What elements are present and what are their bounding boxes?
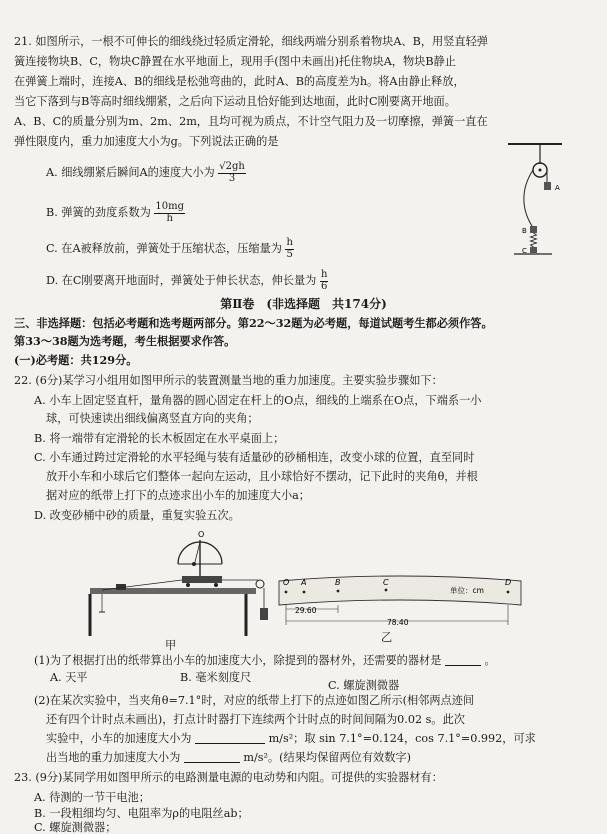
block-a-label: A [555, 184, 560, 192]
sand-bucket-icon [260, 608, 268, 620]
figure-jia-apparatus [82, 528, 272, 648]
slack-string-icon [524, 170, 533, 226]
q22-stem: 22. (6分)某学习小组用如图甲所示的装置测量当地的重力加速度。主要实验步骤如下： [14, 374, 443, 387]
option-c-fraction [285, 238, 293, 260]
q22-sub1 [34, 655, 496, 666]
option-d-denominator: 6 [320, 280, 328, 292]
q22-step-c-3: 据对应的纸带上打下的点迹求出小车的加速度大小a； [46, 489, 310, 502]
q22-step-c-2: 放开小车和小球后它们整体一起向左运动，且小球恰好不摆动，记下此时的夹角θ，并根 [46, 470, 478, 483]
block-b-label: B [522, 227, 527, 235]
section-2-intro-2: 第33～38题为选考题，考生根据要求作答。 [14, 334, 236, 348]
q22-sub1-choice-b[interactable]: B. 毫米刻度尺 [180, 671, 252, 684]
q23-item-b: B. 一段粗细均匀、电阻率为ρ的电阻丝ab； [34, 807, 249, 820]
q21-line-6: 弹性限度内，重力加速度大小为g。下列说法正确的是 [14, 135, 279, 148]
long-board-icon [90, 588, 256, 594]
tape-point-a-label: A [301, 578, 307, 587]
figure-jia-caption: 甲 [165, 639, 177, 652]
option-a-denominator: 3 [228, 172, 236, 184]
tape-point-c-label: C [383, 578, 389, 587]
figure-yi-caption: 乙 [381, 631, 393, 644]
paper-tape-icon [279, 576, 521, 605]
q22-sub2-line-3-tail: m/s²；取 sin 7.1°=0.124，cos 7.1°=0.992，可求 [268, 732, 536, 745]
q22-sub1-answer-blank[interactable] [445, 655, 481, 666]
tape-point-b-label: B [335, 578, 341, 587]
option-a-numerator: √2gh [219, 161, 245, 172]
q22-sub1-choice-a[interactable]: A. 天平 [50, 671, 88, 684]
q21-line-2: 簧连接物块B、C，物块C静置在水平地面上，现用手(图中未画出)托住物块A，物块B静止 [14, 55, 456, 68]
q23-item-a: A. 待测的一节干电池； [34, 791, 150, 804]
option-a-fraction [218, 162, 246, 184]
option-d-numerator: h [320, 269, 328, 280]
block-c-label: C [522, 247, 527, 255]
q22-step-c-1: C. 小车通过跨过定滑轮的水平轻绳与装有适量砂的砂桶相连，改变小球的位置，直至同时 [34, 451, 475, 464]
q22-sub1-end: 。 [484, 654, 496, 667]
q21-option-d[interactable] [46, 270, 328, 292]
option-b-fraction [154, 202, 185, 224]
tape-point-o-label: O [283, 578, 290, 587]
q22-sub2-line-4-text: 出当地的重力加速度大小为 [46, 751, 181, 764]
q22-step-d: D. 改变砂桶中砂的质量，重复实验五次。 [34, 509, 240, 522]
option-d-text: D. 在C刚要离开地面时，弹簧处于伸长状态，伸长量为 [46, 274, 317, 287]
q22-sub1-choice-c[interactable]: C. 螺旋测微器 [328, 679, 400, 692]
q22-sub2-line-2: 还有四个计时点未画出)，打点计时器打下连续两个计时点的时间间隔为0.02 s。此次 [46, 713, 465, 726]
point-o-label: O [198, 530, 205, 539]
block-a-icon [544, 182, 551, 190]
q22-step-b: B. 将一端带有定滑轮的长木板固定在水平桌面上； [34, 432, 285, 445]
q22-sub2-line-1: (2)在某次实验中，当夹角θ=7.1°时，对应的纸带上打下的点迹如图乙所示(相邻两点迹间 [34, 694, 475, 707]
q21-line-5: A、B、C的质量分别为m、2m、2m，且均可视为质点，不计空气阻力及一切摩擦，弹簧一直在 [14, 115, 488, 128]
section-2-intro-1: 三、非选择题：包括必考题和选考题两部分。第22～32题为必考题，每道试题考生都必须作答。 [14, 316, 493, 330]
option-b-numerator: 10mg [155, 201, 185, 212]
section-2-intro-3: (一)必考题：共129分。 [14, 353, 138, 367]
pulley-icon [256, 580, 264, 588]
ball-icon [192, 562, 196, 566]
option-d-fraction [320, 270, 328, 292]
option-b-denominator: h [166, 212, 173, 224]
tape-unit-label: 单位：cm [450, 586, 484, 595]
block-b-icon [530, 226, 537, 233]
q21-option-c[interactable] [46, 238, 294, 260]
q22-sub2-line-4-tail: m/s²。(结果均保留两位有效数字) [243, 751, 411, 764]
q21-line-1: 21. 如图所示，一根不可伸长的细线绕过轻质定滑轮，细线两端分别系着物块A、B，用竖直轻弹 [14, 35, 488, 48]
q21-pulley-figure [500, 140, 570, 260]
q23-item-c: C. 螺旋测微器； [34, 821, 117, 834]
option-c-numerator: h [286, 237, 293, 248]
block-c-icon [530, 247, 537, 253]
q23-stem: 23. (9分)某同学用如图甲所示的电路测量电源的电动势和内阻。可提供的实验器材有： [14, 771, 443, 784]
q22-acceleration-blank[interactable] [195, 733, 265, 744]
section-2-title: 第Ⅱ卷 (非选择题 共174分) [220, 297, 387, 311]
option-b-text: B. 弹簧的劲度系数为 [46, 206, 151, 219]
q22-sub2-line-3 [46, 733, 536, 744]
q22-gravity-blank[interactable] [184, 752, 240, 763]
spring-icon [531, 233, 537, 247]
cart-icon [182, 576, 222, 583]
q21-line-4: 当它下落到与B等高时细线绷紧，之后向下运动且恰好能到达地面，此时C刚要离开地面。 [14, 95, 456, 108]
tape-distance-1: 29.60 [295, 606, 317, 615]
figure-yi-paper-tape [275, 565, 525, 645]
tape-point-d-label: D [505, 578, 512, 587]
option-c-text: C. 在A被释放前，弹簧处于压缩状态，压缩量为 [46, 242, 282, 255]
q22-sub2-line-4 [46, 752, 411, 763]
q21-option-b[interactable] [46, 202, 185, 224]
q22-sub2-line-3-text: 实验中，小车的加速度大小为 [46, 732, 192, 745]
tape-distance-2: 78.40 [387, 618, 409, 627]
option-c-denominator: 5 [286, 248, 293, 260]
q22-step-a-1: A. 小车上固定竖直杆，量角器的圆心固定在杆上的O点，细线的上端系在O点，下端系一小 [34, 394, 482, 407]
q21-line-3: 在弹簧上端时，连接A、B的细线是松弛弯曲的，此时A、B的高度差为h。将A由静止释放， [14, 75, 465, 88]
q22-step-a-2: 球，可快速读出细线偏离竖直方向的夹角； [46, 412, 259, 425]
option-a-text: A. 细线绷紧后瞬间A的速度大小为 [46, 166, 215, 179]
q21-option-a[interactable] [46, 162, 246, 184]
q22-sub1-text: (1)为了根据打出的纸带算出小车的加速度大小，除提到的器材外，还需要的器材是 [34, 654, 442, 667]
